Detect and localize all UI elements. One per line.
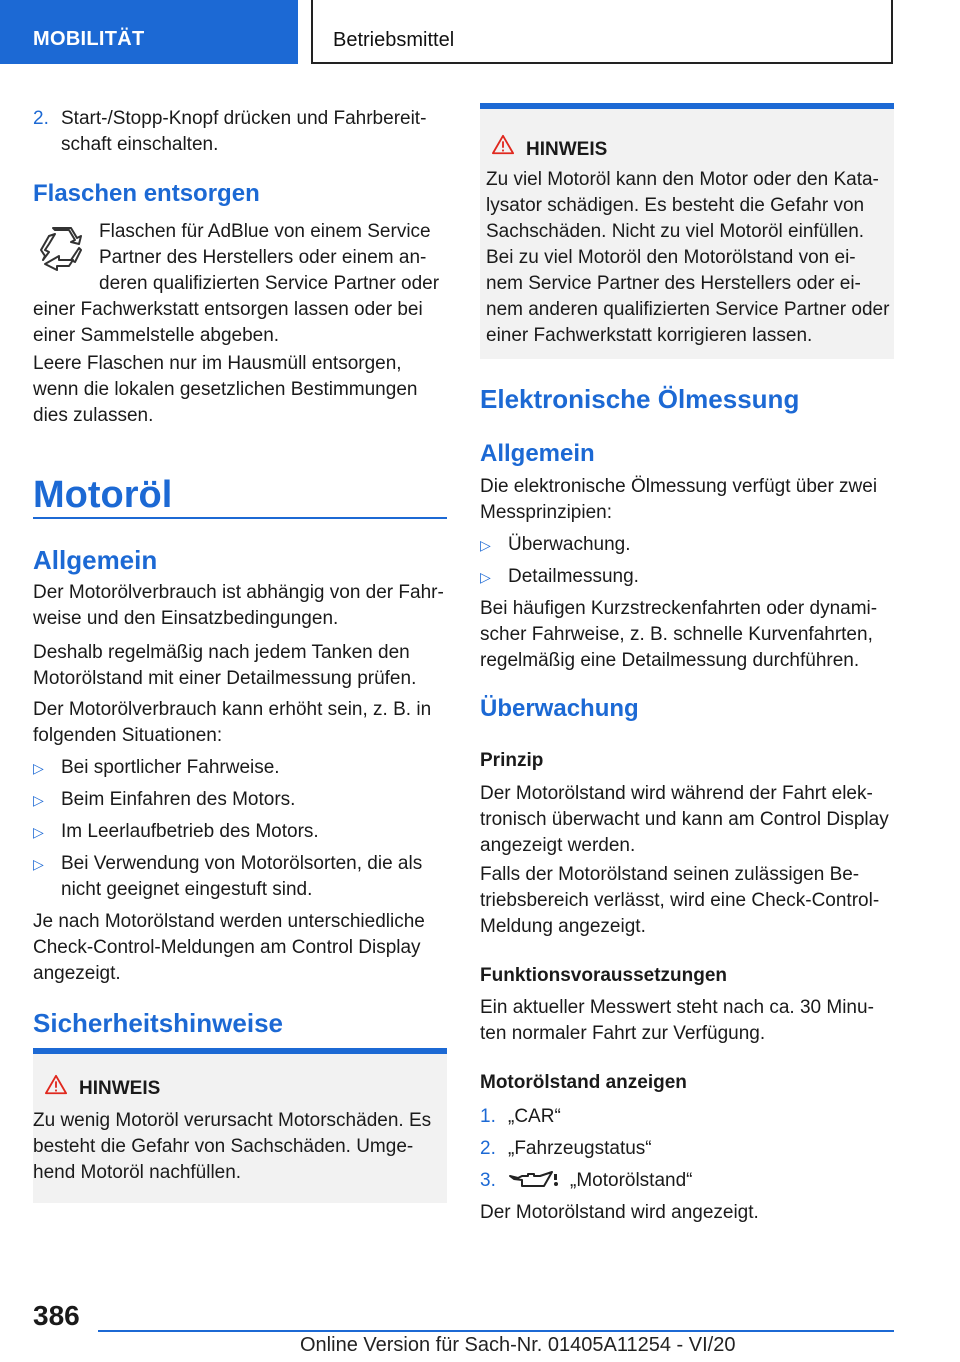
paragraph-line: Messprinzipien: [480,502,612,523]
recycle-icon [35,222,89,276]
prinzip-heading: Prinzip [480,750,544,771]
paragraph-line: angezeigt. [33,963,121,984]
hinweis-title: HINWEIS [526,139,608,160]
chapter-tab [311,0,893,64]
section-title: MOBILITÄT [33,28,145,50]
footer-rule [98,1330,894,1332]
section-tab [0,0,298,64]
paragraph-line: Deshalb regelmäßig nach jedem Tanken den [33,642,410,663]
paragraph-line: Leere Flaschen nur im Hausmüll entsorgen, [33,353,402,374]
bullet-triangle-icon: ▷ [480,537,491,553]
paragraph-line: Bei häufigen Kurzstreckenfahrten oder dynami- [480,598,878,619]
paragraph-line: Der Motorölstand wird angezeigt. [480,1202,759,1223]
paragraph-line: Ein aktueller Messwert steht nach ca. 30 Minu- [480,997,874,1018]
step-number: 2. [480,1138,496,1159]
hinweis-line: einer Fachwerkstatt korrigieren lassen. [486,325,813,346]
paragraph-line: Der Motorölverbrauch ist abhängig von der Fahr- [33,582,444,603]
elektronisch-heading: Elektronische Ölmessung [480,384,800,414]
paragraph-line: Der Motorölstand wird während der Fahrt elek- [480,783,873,804]
step-number: 2. [33,108,49,129]
list-item: Beim Einfahren des Motors. [61,789,296,810]
list-item: Bei Verwendung von Motorölsorten, die als [61,853,423,874]
paragraph-line: Falls der Motorölstand seinen zulässigen Be- [480,864,860,885]
hinweis-line: Sachschäden. Nicht zu viel Motoröl einfüllen. [486,221,865,242]
ueberwachung-heading: Überwachung [480,695,639,722]
allgemein-heading: Allgemein [480,440,595,467]
hinweis-line: nem Service Partner des Herstellers oder ei- [486,273,861,294]
hinweis-line: Zu wenig Motoröl verursacht Motorschäden. Es [33,1110,432,1131]
paragraph-line: angezeigt werden. [480,835,636,856]
step-text: „Motorölstand“ [570,1170,693,1191]
footer-text: Online Version für Sach-Nr. 01405A11254 - VI/20 [300,1334,736,1356]
flaschen-heading: Flaschen entsorgen [33,180,260,207]
list-item-cont: nicht geeignet eingestuft sind. [61,879,313,900]
chapter-title: Betriebsmittel [333,29,455,51]
anzeigen-heading: Motorölstand anzeigen [480,1072,687,1093]
paragraph-line: Flaschen für AdBlue von einem Service [99,221,431,242]
paragraph-line: Der Motorölverbrauch kann erhöht sein, z. B. in [33,699,432,720]
step-number: 1. [480,1106,496,1127]
bullet-triangle-icon: ▷ [33,760,44,776]
motoroel-heading: Motoröl [33,474,173,516]
bullet-triangle-icon: ▷ [33,856,44,872]
hinweis-box [480,103,894,359]
warning-icon [45,1074,67,1096]
paragraph-line: Je nach Motorölstand werden unterschiedliche [33,911,425,932]
paragraph-line: Partner des Herstellers oder einem an- [99,247,427,268]
paragraph-line: tronisch überwacht und kann am Control Display [480,809,889,830]
step-text: „CAR“ [508,1106,561,1127]
sicherheit-heading: Sicherheitshinweise [33,1008,283,1038]
paragraph-line: Check-Control-Meldungen am Control Display [33,937,421,958]
hinweis-line: nem anderen qualifizierten Service Partner oder [486,299,890,320]
list-item: Im Leerlaufbetrieb des Motors. [61,821,319,842]
list-item: Detailmessung. [508,566,639,587]
paragraph-line: deren qualifizierten Service Partner oder [99,273,440,294]
step-text: „Fahrzeugstatus“ [508,1138,652,1159]
oil-can-icon [508,1170,560,1192]
step-number: 3. [480,1170,496,1191]
funktion-heading: Funktionsvoraussetzungen [480,965,728,986]
heading-rule [33,517,447,519]
step-text: schaft einschalten. [61,134,219,155]
hinweis-line: lysator schädigen. Es besteht die Gefahr von [486,195,865,216]
hinweis-box [33,1048,447,1203]
hinweis-title: HINWEIS [79,1078,161,1099]
warning-icon [492,134,514,156]
hinweis-line: hend Motoröl nachfüllen. [33,1162,242,1183]
page-number: 386 [33,1300,80,1331]
hinweis-line: Bei zu viel Motoröl den Motorölstand von ei- [486,247,856,268]
paragraph-line: scher Fahrweise, z. B. schnelle Kurvenfahrten, [480,624,873,645]
hinweis-line: besteht die Gefahr von Sachschäden. Umge- [33,1136,414,1157]
bullet-triangle-icon: ▷ [33,824,44,840]
bullet-triangle-icon: ▷ [33,792,44,808]
list-item: Überwachung. [508,534,631,555]
paragraph-line: weise und den Einsatzbedingungen. [33,608,339,629]
allgemein-heading: Allgemein [33,545,158,575]
paragraph-line: ten normaler Fahrt zur Verfügung. [480,1023,766,1044]
bullet-triangle-icon: ▷ [480,569,491,585]
hinweis-line: Zu viel Motoröl kann den Motor oder den Kata- [486,169,879,190]
paragraph-line: dies zulassen. [33,405,154,426]
list-item: Bei sportlicher Fahrweise. [61,757,280,778]
paragraph-line: einer Sammelstelle abgeben. [33,325,280,346]
paragraph-line: wenn die lokalen gesetzlichen Bestimmungen [33,379,418,400]
paragraph-line: folgenden Situationen: [33,725,223,746]
step-text: Start-/Stopp-Knopf drücken und Fahrbereit- [61,108,427,129]
paragraph-line: Meldung angezeigt. [480,916,646,937]
paragraph-line: Motorölstand mit einer Detailmessung prüfen. [33,668,417,689]
paragraph-line: triebsbereich verlässt, wird eine Check-Control- [480,890,880,911]
paragraph-line: einer Fachwerkstatt entsorgen lassen oder bei [33,299,423,320]
paragraph-line: Die elektronische Ölmessung verfügt über zwei [480,476,878,497]
paragraph-line: regelmäßig eine Detailmessung durchführen. [480,650,860,671]
